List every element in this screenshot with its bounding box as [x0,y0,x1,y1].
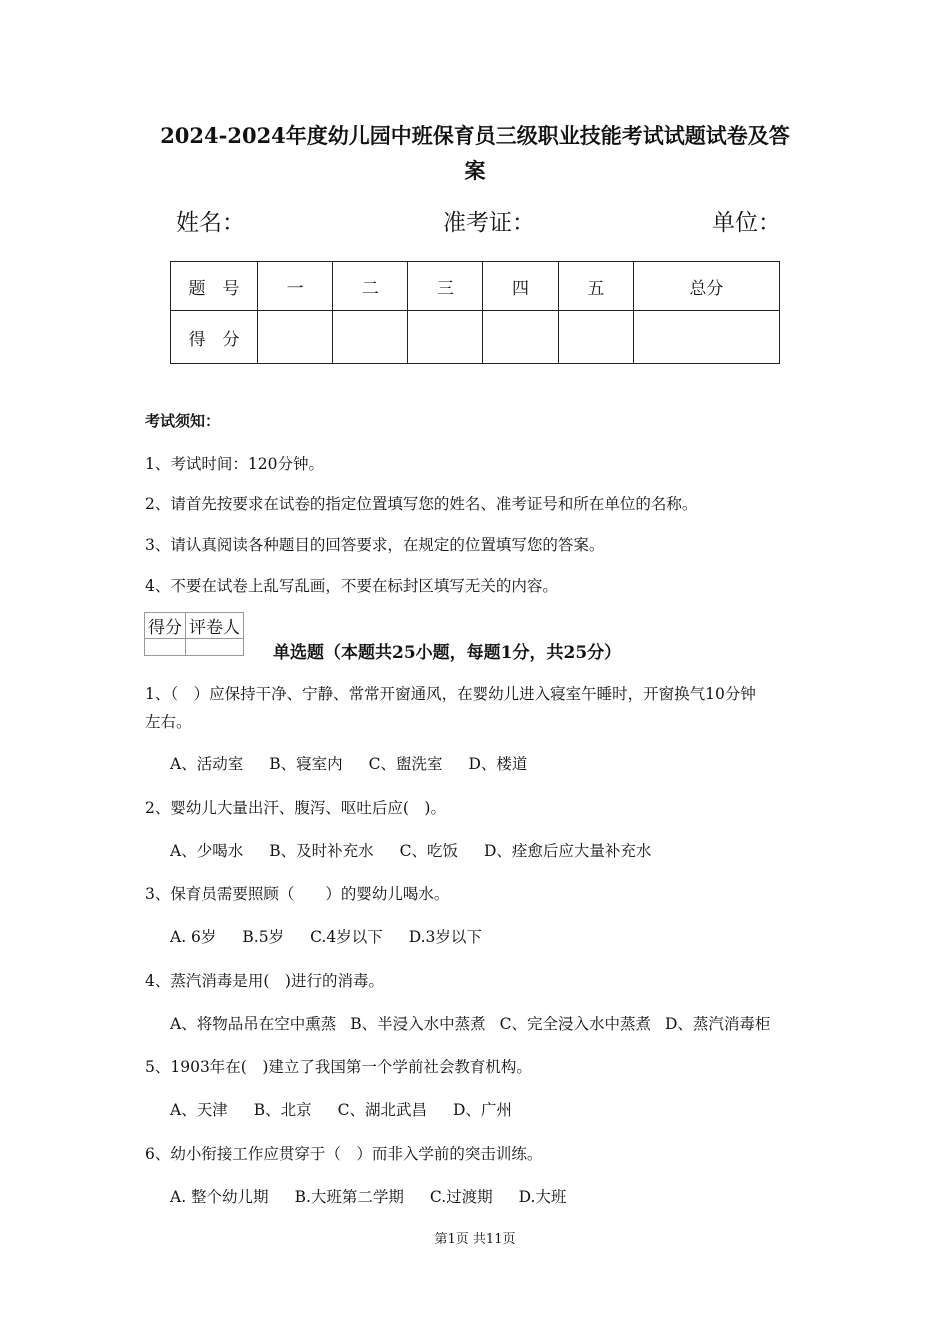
score-header-cell: 三 [408,262,483,311]
question-stem: 4、蒸汽消毒是用( )进行的消毒。 [145,972,384,990]
score-table-score-row [171,311,780,364]
option[interactable]: B、寝室内 [269,755,343,773]
score-input-cell[interactable] [483,311,558,364]
score-table [170,261,780,364]
question-options [170,752,553,774]
question-options [170,1098,538,1120]
score-header-cell: 四 [483,262,558,311]
score-input-cell[interactable] [333,311,408,364]
option[interactable]: D.3岁以下 [408,928,482,946]
section-title: 单选题（本题共25小题，每题1分，共25分） [273,643,622,663]
option[interactable]: D.大班 [518,1188,567,1206]
question-stem: 5、1903年在( )建立了我国第一个学前社会教育机构。 [145,1058,532,1076]
notice-heading: 考试须知： [145,412,221,430]
notice-item: 3、请认真阅读各种题目的回答要求，在规定的位置填写您的答案。 [145,536,605,554]
notice-item: 4、不要在试卷上乱写乱画，不要在标封区填写无关的内容。 [145,577,558,595]
question-stem: 2、婴幼儿大量出汗、腹泻、呕吐后应( )。 [145,799,446,817]
question-options [170,1185,592,1207]
score-input-cell[interactable] [408,311,483,364]
option[interactable]: C.4岁以下 [310,928,383,946]
option[interactable]: C、完全浸入水中蒸煮 [499,1015,651,1033]
grader-score-label: 得分 [145,613,186,639]
option[interactable]: B.5岁 [242,928,285,946]
grader-name-cell[interactable] [186,639,244,656]
grader-name-label: 评卷人 [186,613,244,639]
option[interactable]: B、及时补充水 [269,842,374,860]
option[interactable]: D、楼道 [468,755,528,773]
option[interactable]: D、广州 [452,1101,512,1119]
question-stem: 1、（ ）应保持干净、宁静、常常开窗通风，在婴幼儿进入寝室午睡时，开窗换气10分钟 [145,685,756,703]
option[interactable]: A. 整个幼儿期 [170,1188,269,1206]
title-line-1: 2024-2024年度幼儿园中班保育员三级职业技能考试试题试卷及答 [160,123,790,148]
option[interactable]: A、将物品吊在空中熏蒸 [170,1015,337,1033]
score-table-header-row [171,262,780,311]
option[interactable]: A、少喝水 [170,842,244,860]
score-header-cell: 二 [333,262,408,311]
option[interactable]: C、盥洗室 [368,755,443,773]
question-options [170,1012,770,1034]
grader-score-cell[interactable] [145,639,186,656]
question-stem-continuation: 左右。 [145,713,192,731]
score-header-cell: 一 [258,262,333,311]
notice-item: 1、考试时间：120分钟。 [145,455,324,473]
option[interactable]: A、天津 [170,1101,228,1119]
title-line-2: 案 [464,158,486,183]
option[interactable]: D、蒸汽消毒柜 [664,1015,771,1033]
exam-id-label: 准考证： [443,210,535,236]
score-header-cell: 总分 [633,262,779,311]
question-stem: 6、幼小衔接工作应贯穿于（ ）而非入学前的突击训练。 [145,1145,543,1163]
question-options [170,839,677,861]
notice-item: 2、请首先按要求在试卷的指定位置填写您的姓名、准考证号和所在单位的名称。 [145,495,698,513]
question-stem: 3、保育员需要照顾（ ）的婴幼儿喝水。 [145,885,450,903]
score-header-cell: 题 号 [171,262,258,311]
option[interactable]: C、湖北武昌 [337,1101,427,1119]
unit-label: 单位： [712,210,781,236]
page-footer: 第1页 共11页 [434,1232,516,1247]
option[interactable]: B、北京 [253,1101,312,1119]
option[interactable]: C.过渡期 [429,1188,493,1206]
score-input-cell[interactable] [558,311,633,364]
document-title [140,118,810,188]
option[interactable]: B、半浸入水中蒸煮 [350,1015,486,1033]
name-label: 姓名： [176,210,245,236]
option[interactable]: A. 6岁 [170,928,217,946]
option[interactable]: D、痊愈后应大量补充水 [483,842,652,860]
score-header-cell: 五 [558,262,633,311]
option[interactable]: A、活动室 [170,755,244,773]
score-input-cell[interactable] [633,311,779,364]
score-row-label: 得 分 [171,311,258,364]
option[interactable]: B.大班第二学期 [294,1188,404,1206]
question-options [170,925,508,947]
grader-table [144,612,244,656]
score-input-cell[interactable] [258,311,333,364]
option[interactable]: C、吃饭 [399,842,458,860]
